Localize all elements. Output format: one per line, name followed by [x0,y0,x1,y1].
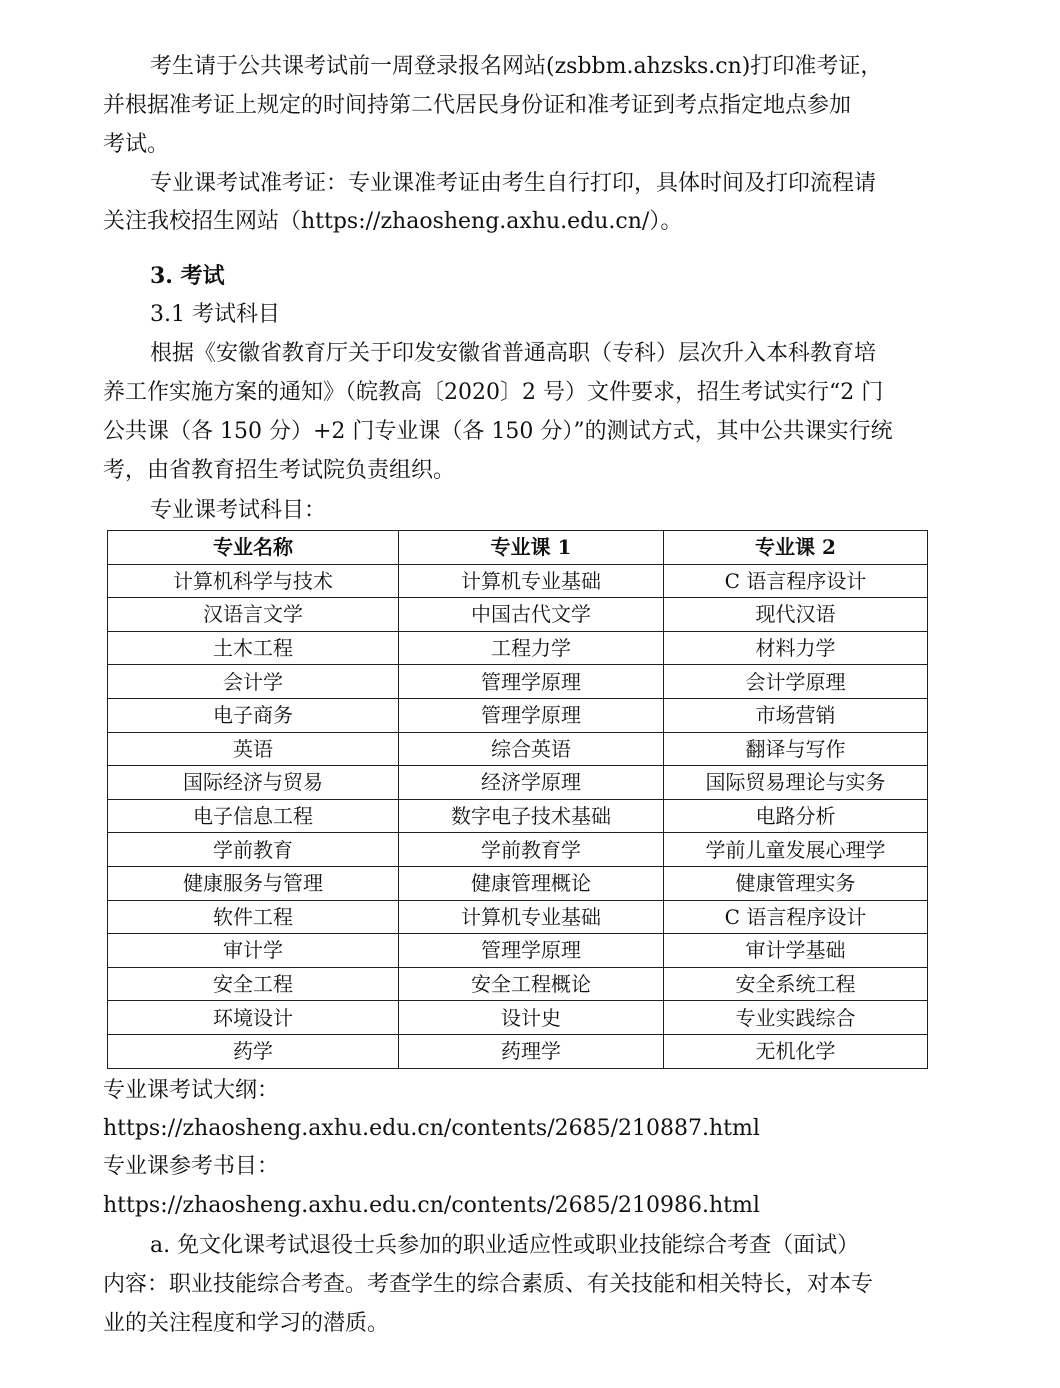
cell-course1: 管理学原理 [399,665,664,699]
cell-course2: C 语言程序设计 [664,900,928,934]
cell-course2: 材料力学 [664,631,928,665]
table-caption: 专业课考试科目： [150,498,327,523]
cell-course2: 健康管理实务 [664,866,928,900]
cell-course2: 审计学基础 [664,934,928,968]
header-course2: 专业课 2 [664,531,928,565]
cell-major: 会计学 [108,665,399,699]
cell-course1: 计算机专业基础 [399,564,664,598]
cell-major: 计算机科学与技术 [108,564,399,598]
cell-course2: 电路分析 [664,799,928,833]
table-row [108,900,928,934]
cell-course2: 会计学原理 [664,665,928,699]
cell-major: 汉语言文学 [108,598,399,632]
table-row [108,1034,928,1068]
text-line: 根据《安徽省教育厅关于印发安徽省普通高职（专科）层次升入本科教育培 [150,341,877,366]
text-line: 考生请于公共课考试前一周登录报名网站(zsbbm.ahzsks.cn)打印准考证， [150,54,883,79]
cell-course1: 数字电子技术基础 [399,799,664,833]
table-row [108,833,928,867]
text-line: 考试。 [103,132,170,157]
text-line: a. 免文化课考试退役士兵参加的职业适应性或职业技能综合考查（面试） [150,1233,860,1258]
table-row [108,766,928,800]
cell-course2: C 语言程序设计 [664,564,928,598]
text-line: 考，由省教育招生考试院负责组织。 [103,458,456,483]
outline-link[interactable]: https://zhaosheng.axhu.edu.cn/contents/2685/210887.html [103,1116,760,1141]
table-row [108,799,928,833]
table-row [108,564,928,598]
cell-course2: 国际贸易理论与实务 [664,766,928,800]
cell-major: 电子商务 [108,698,399,732]
cell-major: 药学 [108,1034,399,1068]
cell-major: 国际经济与贸易 [108,766,399,800]
cell-course1: 设计史 [399,1001,664,1035]
cell-course1: 安全工程概论 [399,967,664,1001]
cell-major: 健康服务与管理 [108,866,399,900]
header-course1: 专业课 1 [399,531,664,565]
text-line: 专业课考试准考证：专业课准考证由考生自行打印，具体时间及打印流程请 [150,171,877,196]
cell-course2: 专业实践综合 [664,1001,928,1035]
cell-course2: 安全系统工程 [664,967,928,1001]
subjects-table [107,530,928,1069]
text-line: 业的关注程度和学习的潜质。 [103,1311,390,1336]
section-heading: 3. 考试 [150,263,225,289]
cell-course1: 管理学原理 [399,934,664,968]
text-line: 并根据准考证上规定的时间持第二代居民身份证和准考证到考点指定地点参加 [103,93,852,118]
table-row [108,665,928,699]
subsection-heading: 3.1 考试科目 [150,302,280,327]
cell-course1: 经济学原理 [399,766,664,800]
table-row [108,967,928,1001]
cell-major: 电子信息工程 [108,799,399,833]
cell-course1: 健康管理概论 [399,866,664,900]
cell-course1: 综合英语 [399,732,664,766]
table-row [108,866,928,900]
books-label: 专业课参考书目： [103,1154,280,1179]
cell-major: 审计学 [108,934,399,968]
table-row [108,732,928,766]
table-row [108,631,928,665]
outline-label: 专业课考试大纲： [103,1078,280,1103]
cell-course2: 学前儿童发展心理学 [664,833,928,867]
cell-major: 环境设计 [108,1001,399,1035]
books-link[interactable]: https://zhaosheng.axhu.edu.cn/contents/2685/210986.html [103,1193,760,1218]
cell-course1: 中国古代文学 [399,598,664,632]
table-row [108,698,928,732]
cell-major: 土木工程 [108,631,399,665]
table-header-row [108,531,928,565]
text-line: 内容：职业技能综合考查。考查学生的综合素质、有关技能和相关特长，对本专 [103,1272,874,1297]
cell-course2: 市场营销 [664,698,928,732]
table-row [108,1001,928,1035]
cell-course2: 翻译与写作 [664,732,928,766]
header-major: 专业名称 [108,531,399,565]
text-line: 养工作实施方案的通知》（皖教高〔2020〕2 号）文件要求，招生考试实行“2 门 [103,380,884,405]
cell-major: 学前教育 [108,833,399,867]
cell-course1: 管理学原理 [399,698,664,732]
cell-major: 英语 [108,732,399,766]
cell-course1: 工程力学 [399,631,664,665]
cell-course1: 学前教育学 [399,833,664,867]
table-row [108,934,928,968]
text-line: 关注我校招生网站（https://zhaosheng.axhu.edu.cn/）。 [103,209,683,234]
cell-major: 软件工程 [108,900,399,934]
table-row [108,598,928,632]
cell-course1: 计算机专业基础 [399,900,664,934]
text-line: 公共课（各 150 分）+2 门专业课（各 150 分）”的测试方式，其中公共课实行统 [103,419,893,444]
cell-major: 安全工程 [108,967,399,1001]
cell-course2: 现代汉语 [664,598,928,632]
cell-course1: 药理学 [399,1034,664,1068]
cell-course2: 无机化学 [664,1034,928,1068]
